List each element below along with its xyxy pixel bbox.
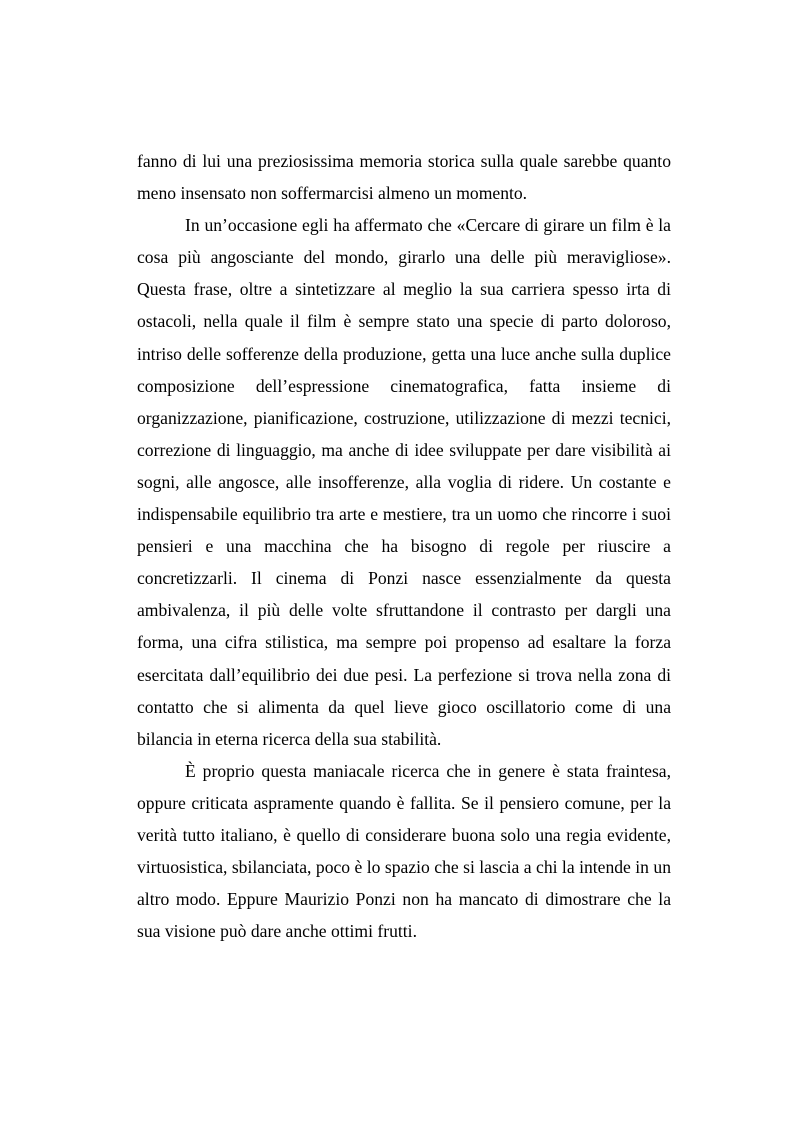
body-text xyxy=(137,145,671,947)
paragraph-continuation: fanno di lui una preziosissima memoria storica sulla quale sarebbe quanto meno insensato non soffermarcisi almeno un momento. xyxy=(137,151,671,204)
paragraph-quote: In un’occasione egli ha affermato che «Cercare di girare un film è la cosa più angosciante del mondo, girarlo una delle più meravigliose». Questa frase, oltre a sintetizzare al meglio la sua carriera spesso irta di ostacoli, nella quale il film è sempre stato una specie di parto doloroso, intriso delle sofferenze della produzione, getta una luce anche sulla duplice composizione dell’espressione cinematografica, fatta insieme di organizzazione, pianificazione, costruzione, utilizzazione di mezzi tecnici, correzione di linguaggio, ma anche di idee sviluppate per dare visibilità ai sogni, alle angosce, alle insofferenze, alla voglia di ridere. Un costante e indispensabile equilibrio tra arte e mestiere, tra un uomo che rincorre i suoi pensieri e una macchina che ha bisogno di regole per riuscire a concretizzarli. Il cinema di Ponzi nasce essenzialmente da questa ambivalenza, il più delle volte sfruttandone il contrasto per dargli una forma, una cifra stilistica, ma sempre poi propenso ad esaltare la forza esercitata dall’equilibrio dei due pesi. La perfezione si trova nella zona di contatto che si alimenta da quel lieve gioco oscillatorio come di una bilancia in eterna ricerca della sua stabilità. xyxy=(137,215,671,749)
paragraph-conclusion: È proprio questa maniacale ricerca che in genere è stata fraintesa, oppure criticata aspramente quando è fallita. Se il pensiero comune, per la verità tutto italiano, è quello di considerare buona solo una regia evidente, virtuosistica, sbilanciata, poco è lo spazio che si lascia a chi la intende in un altro modo. Eppure Maurizio Ponzi non ha mancato di dimostrare che la sua visione può dare anche ottimi frutti. xyxy=(137,760,671,942)
